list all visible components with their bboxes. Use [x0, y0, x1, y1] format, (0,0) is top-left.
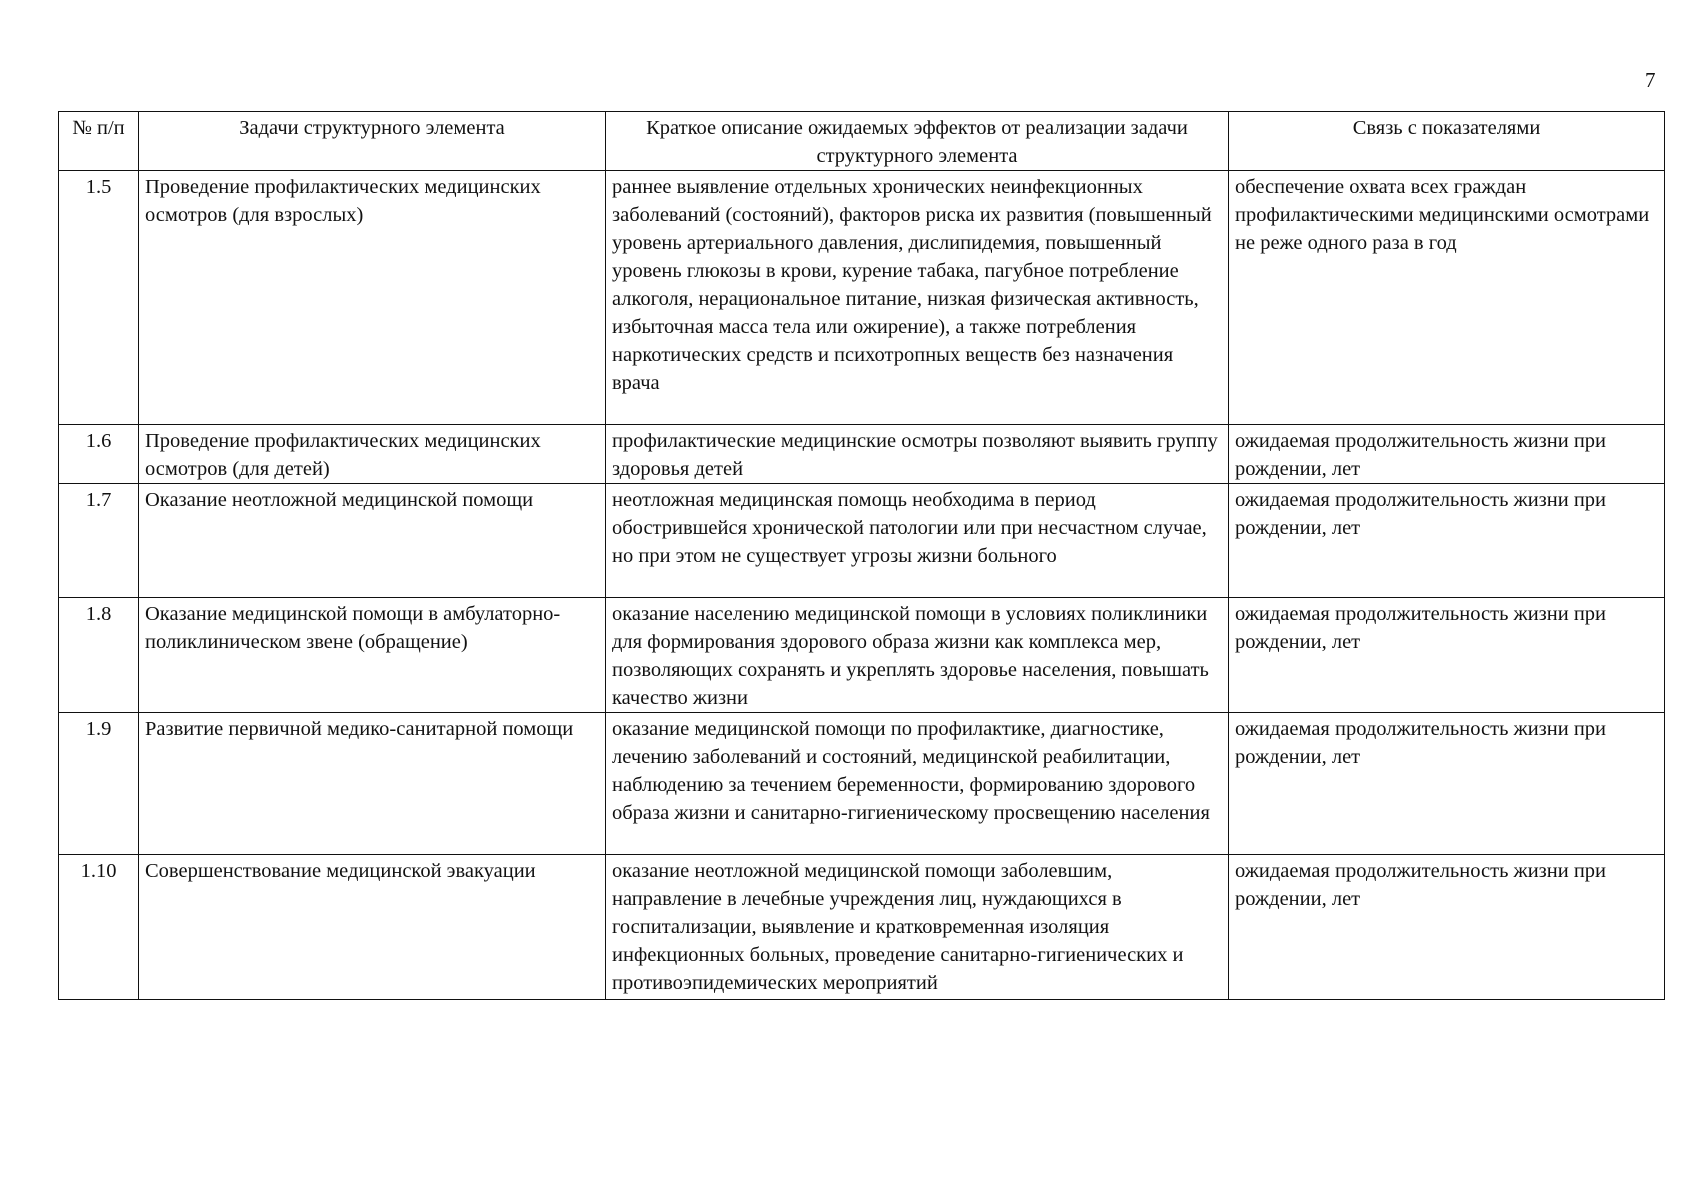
- row-task: Совершенствование медицинской эвакуации: [139, 855, 606, 1000]
- table-row: [59, 855, 1665, 1000]
- page-number: 7: [1645, 68, 1656, 92]
- row-task: Оказание неотложной медицинской помощи: [139, 484, 606, 598]
- table-row: [59, 598, 1665, 713]
- row-task: Проведение профилактических медицинских осмотров (для детей): [139, 425, 606, 484]
- header-indicator: Связь с показателями: [1229, 112, 1665, 171]
- row-task: Проведение профилактических медицинских осмотров (для взрослых): [139, 171, 606, 425]
- table-row: [59, 713, 1665, 855]
- row-effect: раннее выявление отдельных хронических неинфекционных заболеваний (состояний), факторов риска их развития (повышенный уровень артериального давления, дислипидемия, повышенный уровень глюкозы в крови, курение табака, пагубное потребление алкоголя, нерациональное питание, низкая физическая активность, избыточная масса тела или ожирение), а также потребления наркотических средств и психотропных веществ без назначения врача: [606, 171, 1229, 425]
- row-task: Оказание медицинской помощи в амбулаторно-поликлиническом звене (обращение): [139, 598, 606, 713]
- row-indicator: обеспечение охвата всех граждан профилактическими медицинскими осмотрами не реже одного раза в год: [1229, 171, 1665, 425]
- row-effect: оказание медицинской помощи по профилактике, диагностике, лечению заболеваний и состояний, медицинской реабилитации, наблюдению за течением беременности, формированию здорового образа жизни и санитарно-гигиеническому просвещению населения: [606, 713, 1229, 855]
- row-indicator: ожидаемая продолжительность жизни при рождении, лет: [1229, 425, 1665, 484]
- row-num: 1.6: [59, 425, 139, 484]
- row-indicator: ожидаемая продолжительность жизни при рождении, лет: [1229, 855, 1665, 1000]
- header-num: № п/п: [59, 112, 139, 171]
- row-indicator: ожидаемая продолжительность жизни при рождении, лет: [1229, 484, 1665, 598]
- table-row: [59, 484, 1665, 598]
- table-row: [59, 171, 1665, 425]
- row-effect: оказание неотложной медицинской помощи заболевшим, направление в лечебные учреждения лиц, нуждающихся в госпитализации, выявление и кратковременная изоляция инфекционных больных, проведение санитарно-гигиенических и противоэпидемических мероприятий: [606, 855, 1229, 1000]
- row-indicator: ожидаемая продолжительность жизни при рождении, лет: [1229, 713, 1665, 855]
- row-num: 1.10: [59, 855, 139, 1000]
- row-num: 1.5: [59, 171, 139, 425]
- tasks-table: [58, 111, 1665, 1000]
- header-effect: Краткое описание ожидаемых эффектов от реализации задачи структурного элемента: [606, 112, 1229, 171]
- row-effect: неотложная медицинская помощь необходима в период обострившейся хронической патологии или при несчастном случае, но при этом не существует угрозы жизни больного: [606, 484, 1229, 598]
- header-task: Задачи структурного элемента: [139, 112, 606, 171]
- row-indicator: ожидаемая продолжительность жизни при рождении, лет: [1229, 598, 1665, 713]
- row-num: 1.7: [59, 484, 139, 598]
- row-task: Развитие первичной медико-санитарной помощи: [139, 713, 606, 855]
- row-num: 1.8: [59, 598, 139, 713]
- row-num: 1.9: [59, 713, 139, 855]
- row-effect: оказание населению медицинской помощи в условиях поликлиники для формирования здорового образа жизни как комплекса мер, позволяющих сохранять и укреплять здоровье населения, повышать качество жизни: [606, 598, 1229, 713]
- table-row: [59, 425, 1665, 484]
- row-effect: профилактические медицинские осмотры позволяют выявить группу здоровья детей: [606, 425, 1229, 484]
- table-header-row: [59, 112, 1665, 171]
